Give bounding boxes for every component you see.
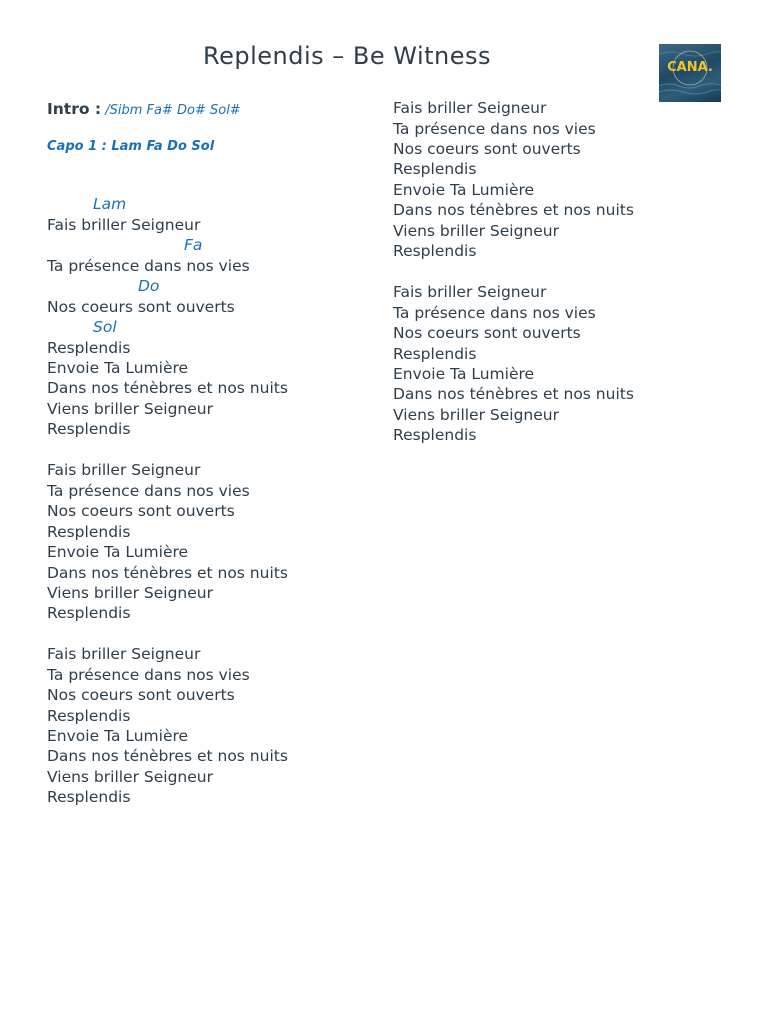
lyric-line: Ta présence dans nos vies (47, 257, 250, 275)
lyric-line: Resplendis (47, 523, 131, 541)
lyric-line: Envoie Ta Lumière (47, 359, 189, 377)
intro-label: Intro : (47, 100, 102, 118)
lyric-line: Ta présence dans nos vies (393, 120, 596, 138)
logo-text: CANA. (667, 60, 713, 75)
lyric-line: Viens briller Seigneur (393, 406, 559, 424)
lyric-line: Resplendis (393, 426, 477, 444)
lyric-line: Resplendis (393, 160, 477, 178)
lyric-line: Dans nos ténèbres et nos nuits (47, 564, 288, 582)
lyric-line: Resplendis (47, 604, 131, 622)
chord-lam: Lam (93, 195, 127, 213)
lyric-line: Viens briller Seigneur (47, 584, 213, 602)
chord-sol: Sol (93, 318, 117, 336)
lyric-line: Resplendis (47, 339, 131, 357)
lyric-line: Envoie Ta Lumière (393, 181, 535, 199)
lyric-line: Fais briller Seigneur (47, 216, 201, 234)
capo-line: Capo 1 : Lam Fa Do Sol (47, 139, 215, 154)
lyric-line: Nos coeurs sont ouverts (393, 324, 581, 342)
lyric-line: Envoie Ta Lumière (47, 543, 189, 561)
lyric-line: Ta présence dans nos vies (47, 482, 250, 500)
lyric-line: Envoie Ta Lumière (393, 365, 535, 383)
chord-fa: Fa (184, 236, 203, 254)
chord-do: Do (138, 277, 160, 295)
lyric-line: Resplendis (47, 707, 131, 725)
lyric-line: Viens briller Seigneur (393, 222, 559, 240)
lyric-line: Ta présence dans nos vies (393, 304, 596, 322)
lyric-line: Dans nos ténèbres et nos nuits (47, 379, 288, 397)
lyric-line: Nos coeurs sont ouverts (47, 502, 235, 520)
lyric-line: Nos coeurs sont ouverts (47, 686, 235, 704)
lyric-line: Fais briller Seigneur (393, 99, 547, 117)
lyric-line: Fais briller Seigneur (47, 461, 201, 479)
lyric-line: Dans nos ténèbres et nos nuits (393, 201, 634, 219)
lyric-line: Resplendis (393, 345, 477, 363)
lyric-line: Dans nos ténèbres et nos nuits (47, 747, 288, 765)
lyric-line: Viens briller Seigneur (47, 400, 213, 418)
lyric-line: Envoie Ta Lumière (47, 727, 189, 745)
lyric-line: Resplendis (47, 420, 131, 438)
lyric-line: Nos coeurs sont ouverts (393, 140, 581, 158)
lyric-line: Resplendis (393, 242, 477, 260)
lyric-line: Ta présence dans nos vies (47, 666, 250, 684)
lyric-line: Resplendis (47, 788, 131, 806)
lyric-line: Nos coeurs sont ouverts (47, 298, 235, 316)
lyric-line: Fais briller Seigneur (393, 283, 547, 301)
cana-logo (659, 44, 721, 102)
page-title: Replendis – Be Witness (202, 42, 492, 70)
intro-chords: /Sibm Fa# Do# Sol# (101, 103, 241, 118)
lyric-line: Dans nos ténèbres et nos nuits (393, 385, 634, 403)
intro-line (47, 100, 241, 118)
lyric-line: Viens briller Seigneur (47, 768, 213, 786)
lyric-line: Fais briller Seigneur (47, 645, 201, 663)
